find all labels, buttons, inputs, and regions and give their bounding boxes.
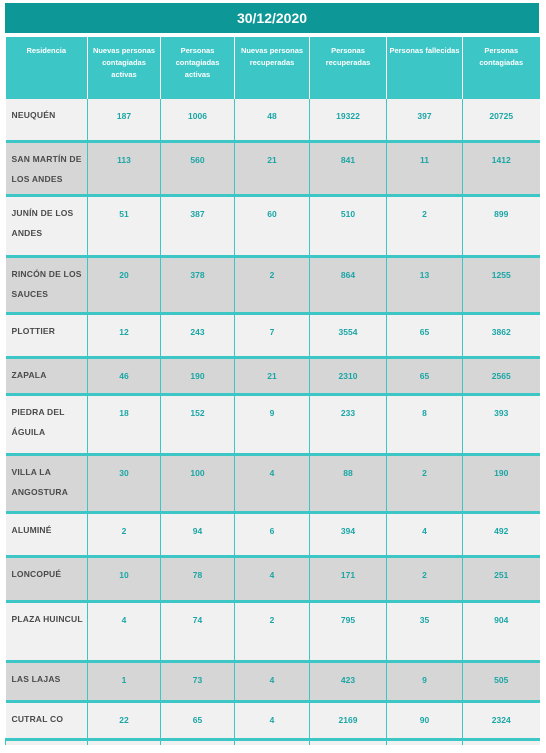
cell-activas: 74 xyxy=(161,601,235,661)
header-fallecidas: Personas fallecidas xyxy=(387,37,463,99)
cell-residencia: PLOTTIER xyxy=(6,313,88,357)
cell-residencia: PIEDRA DEL ÁGUILA xyxy=(6,394,88,454)
covid-report-table xyxy=(5,3,539,745)
cell-recuperadas: 841 xyxy=(310,141,387,195)
cell-recuperadas: 795 xyxy=(310,601,387,661)
cell-nuevas-recuperadas: 4 xyxy=(235,661,310,701)
table-row xyxy=(6,99,540,141)
cell-contagiadas: 492 xyxy=(463,512,540,556)
cell-residencia: VILLA LA ANGOSTURA xyxy=(6,454,88,512)
cell-nuevas-recuperadas: 2 xyxy=(235,601,310,661)
cell-fallecidas: 65 xyxy=(387,357,463,394)
report-date: 30/12/2020 xyxy=(5,3,539,37)
cell-activas: 152 xyxy=(161,394,235,454)
cell-residencia: JUNÍN DE LOS ANDES xyxy=(6,195,88,256)
cell-fallecidas: 65 xyxy=(387,313,463,357)
cell-nuevas-recuperadas: 4 xyxy=(235,556,310,601)
cell-nuevas-recuperadas: 21 xyxy=(235,141,310,195)
cell-nuevas-activas: 51 xyxy=(88,195,161,256)
table-row xyxy=(6,357,540,394)
table-row xyxy=(6,512,540,556)
header-recuperadas: Personas recuperadas xyxy=(310,37,387,99)
cell-activas: 378 xyxy=(161,256,235,313)
table-row-cutoff xyxy=(6,739,540,745)
cell-fallecidas: 2 xyxy=(387,454,463,512)
cell-recuperadas: 19322 xyxy=(310,99,387,141)
table-row xyxy=(6,701,540,739)
cell-nuevas-recuperadas: 4 xyxy=(235,454,310,512)
table-row xyxy=(6,141,540,195)
cell-activas: 65 xyxy=(161,701,235,739)
cell-activas: 73 xyxy=(161,661,235,701)
cell-contagiadas: 2565 xyxy=(463,357,540,394)
cell-recuperadas: 2310 xyxy=(310,357,387,394)
cell-nuevas-activas: 20 xyxy=(88,256,161,313)
cell-fallecidas: 9 xyxy=(387,661,463,701)
data-table xyxy=(5,37,540,745)
table-row xyxy=(6,195,540,256)
cell-nuevas-activas: 4 xyxy=(88,601,161,661)
table-row xyxy=(6,394,540,454)
cell-contagiadas: 2324 xyxy=(463,701,540,739)
cell-nuevas-activas: 30 xyxy=(88,454,161,512)
cell-nuevas-activas: 1 xyxy=(88,661,161,701)
cell-fallecidas: 35 xyxy=(387,601,463,661)
cell-activas: 190 xyxy=(161,357,235,394)
cell-nuevas-activas: 10 xyxy=(88,556,161,601)
table-row xyxy=(6,601,540,661)
cell-activas: 94 xyxy=(161,512,235,556)
cell-residencia: PLAZA HUINCUL xyxy=(6,601,88,661)
cell-fallecidas: 90 xyxy=(387,701,463,739)
cell-residencia: LAS LAJAS xyxy=(6,661,88,701)
cell-residencia: ZAPALA xyxy=(6,357,88,394)
cell-residencia: RINCÓN DE LOS SAUCES xyxy=(6,256,88,313)
cell-residencia: ALUMINÉ xyxy=(6,512,88,556)
cell-fallecidas: 397 xyxy=(387,99,463,141)
table-row xyxy=(6,454,540,512)
cell-recuperadas: 510 xyxy=(310,195,387,256)
cell-nuevas-recuperadas: 6 xyxy=(235,512,310,556)
cell-recuperadas: 3554 xyxy=(310,313,387,357)
cell-activas: 100 xyxy=(161,454,235,512)
cell-contagiadas: 20725 xyxy=(463,99,540,141)
cell-contagiadas: 1255 xyxy=(463,256,540,313)
cell-recuperadas: 2169 xyxy=(310,701,387,739)
cell-activas: 78 xyxy=(161,556,235,601)
cell-activas: 387 xyxy=(161,195,235,256)
table-row xyxy=(6,556,540,601)
cell-fallecidas: 8 xyxy=(387,394,463,454)
cell-recuperadas: 394 xyxy=(310,512,387,556)
table-row xyxy=(6,313,540,357)
cell-residencia: LONCOPUÉ xyxy=(6,556,88,601)
cell-nuevas-activas: 22 xyxy=(88,701,161,739)
cell-nuevas-activas: 113 xyxy=(88,141,161,195)
cell-nuevas-recuperadas: 9 xyxy=(235,394,310,454)
cell-recuperadas: 423 xyxy=(310,661,387,701)
cell-residencia: SAN MARTÍN DE LOS ANDES xyxy=(6,141,88,195)
cell-contagiadas: 3862 xyxy=(463,313,540,357)
cell-contagiadas: 899 xyxy=(463,195,540,256)
table-row xyxy=(6,256,540,313)
cell-nuevas-recuperadas: 48 xyxy=(235,99,310,141)
cell-fallecidas: 4 xyxy=(387,512,463,556)
header-contagiadas: Personas contagiadas xyxy=(463,37,540,99)
cell-residencia: NEUQUÉN xyxy=(6,99,88,141)
cell-contagiadas: 904 xyxy=(463,601,540,661)
header-nuevas-recuperadas: Nuevas personas recuperadas xyxy=(235,37,310,99)
cell-nuevas-recuperadas: 2 xyxy=(235,256,310,313)
header-row xyxy=(6,37,540,99)
cell-nuevas-recuperadas: 21 xyxy=(235,357,310,394)
cell-contagiadas: 393 xyxy=(463,394,540,454)
header-residencia: Residencia xyxy=(6,37,88,99)
cell-recuperadas: 171 xyxy=(310,556,387,601)
cell-activas: 1006 xyxy=(161,99,235,141)
cell-recuperadas: 88 xyxy=(310,454,387,512)
cell-contagiadas: 190 xyxy=(463,454,540,512)
cell-fallecidas: 2 xyxy=(387,556,463,601)
cell-nuevas-recuperadas: 60 xyxy=(235,195,310,256)
cell-fallecidas: 2 xyxy=(387,195,463,256)
cell-fallecidas: 11 xyxy=(387,141,463,195)
cell-activas: 243 xyxy=(161,313,235,357)
cell-activas: 560 xyxy=(161,141,235,195)
cell-nuevas-activas: 46 xyxy=(88,357,161,394)
cell-nuevas-recuperadas: 7 xyxy=(235,313,310,357)
cell-nuevas-activas: 18 xyxy=(88,394,161,454)
cell-fallecidas: 13 xyxy=(387,256,463,313)
cell-nuevas-activas: 2 xyxy=(88,512,161,556)
cell-contagiadas: 251 xyxy=(463,556,540,601)
cell-nuevas-activas: 12 xyxy=(88,313,161,357)
header-activas: Personas contagiadas activas xyxy=(161,37,235,99)
cell-residencia: CUTRAL CO xyxy=(6,701,88,739)
header-nuevas-activas: Nuevas personas contagiadas activas xyxy=(88,37,161,99)
table-row xyxy=(6,661,540,701)
cell-nuevas-activas: 187 xyxy=(88,99,161,141)
cell-recuperadas: 864 xyxy=(310,256,387,313)
cell-nuevas-recuperadas: 4 xyxy=(235,701,310,739)
cell-contagiadas: 505 xyxy=(463,661,540,701)
cell-recuperadas: 233 xyxy=(310,394,387,454)
cell-contagiadas: 1412 xyxy=(463,141,540,195)
